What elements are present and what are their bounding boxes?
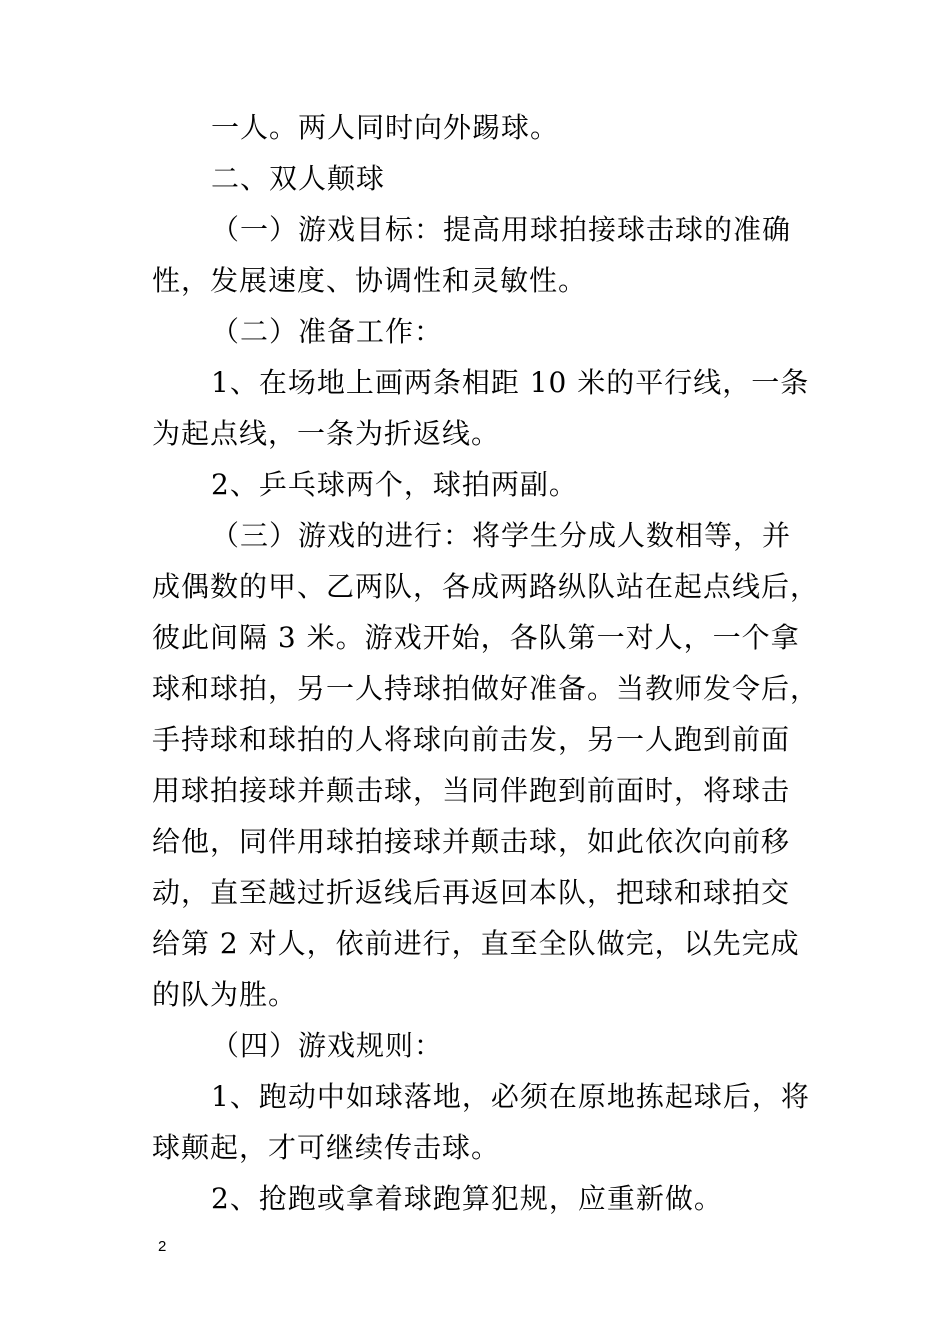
text-line-11: 彼此间隔 3 米。游戏开始，各队第一对人，一个拿: [152, 621, 800, 654]
text-line-22: 2、抢跑或拿着球跑算犯规，应重新做。: [211, 1182, 723, 1215]
text-line-7: 为起点线，一条为折返线。: [152, 417, 501, 450]
page-number: 2: [158, 1238, 167, 1255]
text-line-8: 2、乒乓球两个，球拍两副。: [211, 468, 578, 501]
section-heading-2: 二、双人颠球: [211, 162, 386, 195]
text-line-14: 用球拍接球并颠击球，当同伴跑到前面时，将球击: [152, 774, 791, 807]
text-line-4: 性，发展速度、协调性和灵敏性。: [152, 264, 588, 297]
text-line-21: 球颠起，才可继续传击球。: [152, 1131, 501, 1164]
text-line-5: （二）准备工作：: [211, 315, 444, 348]
text-line-6: 1、在场地上画两条相距 10 米的平行线，一条: [211, 366, 810, 399]
text-line-16: 动，直至越过折返线后再返回本队，把球和球拍交: [152, 876, 791, 909]
text-line-12: 球和球拍，另一人持球拍做好准备。当教师发令后，: [152, 672, 820, 705]
text-line-10: 成偶数的甲、乙两队，各成两路纵队站在起点线后，: [152, 570, 820, 603]
text-line-20: 1、跑动中如球落地，必须在原地拣起球后，将: [211, 1080, 810, 1113]
text-line-1: 一人。两人同时向外踢球。: [211, 111, 560, 144]
text-line-15: 给他，同伴用球拍接球并颠击球，如此依次向前移: [152, 825, 791, 858]
text-line-18: 的队为胜。: [152, 978, 298, 1011]
text-line-17: 给第 2 对人，依前进行，直至全队做完，以先完成: [152, 927, 800, 960]
text-line-13: 手持球和球拍的人将球向前击发，另一人跑到前面: [152, 723, 791, 756]
text-line-19: （四）游戏规则：: [211, 1029, 444, 1062]
text-line-3: （一）游戏目标：提高用球拍接球击球的准确: [211, 213, 792, 246]
text-line-9: （三）游戏的进行：将学生分成人数相等，并: [211, 519, 792, 552]
